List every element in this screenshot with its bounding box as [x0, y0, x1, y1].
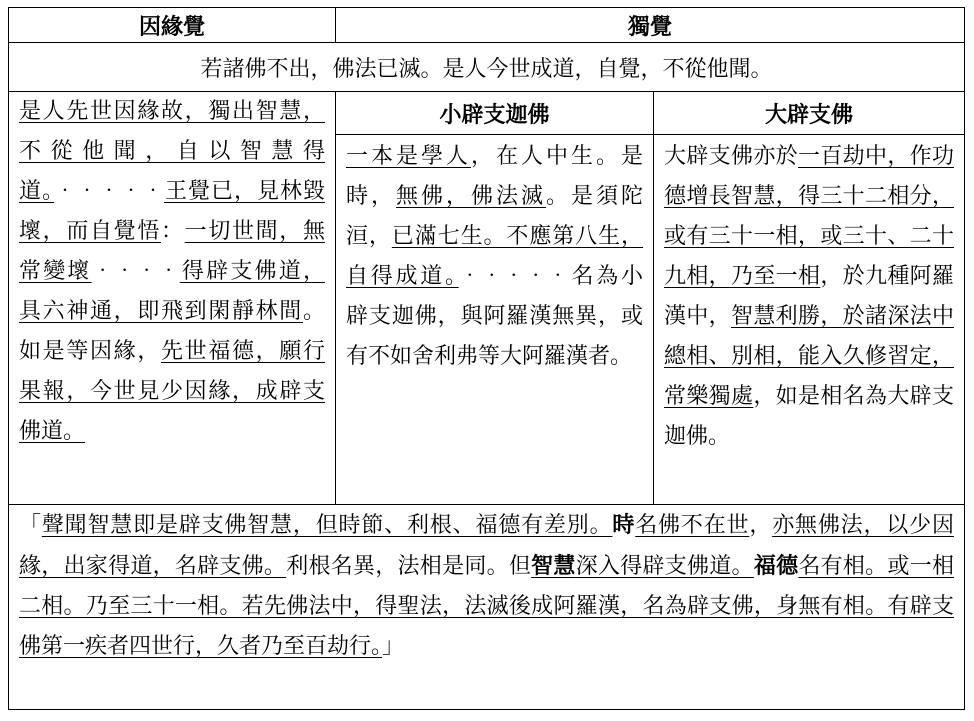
text-run: 。是須陀洹， [346, 184, 643, 250]
summary-row: 若諸佛不出，佛法已滅。是人今世成道，自覺，不從他聞。 [9, 43, 965, 92]
header-dujue: 獨覺 [336, 8, 965, 43]
paragraph-small-pratyekabuddha [346, 137, 643, 377]
text-run: 得辟支佛道，具六神通，即飛到閑靜林間 [19, 259, 325, 324]
paragraph-great-pratyekabuddha [664, 137, 954, 457]
header-yinyuanjue: 因緣覺 [9, 8, 336, 43]
text-run: 。如是等因緣， [19, 299, 325, 364]
text-run: 名佛不在世 [635, 513, 750, 538]
text-run: 智慧利勝，於諸深法中總相、別相，能入久修習定，常樂獨處 [664, 304, 955, 410]
text-run: ‧‧‧‧‧名為小辟支迦佛，與阿羅漢無異，或有不如舍利弗等大阿羅漢者。 [346, 264, 643, 370]
paragraph-quotation [19, 505, 954, 667]
text-run: 名有相。或一相二相。乃至三十一相。若先佛法中，得聖法，法滅後成阿羅漢，名為辟支佛，身無有相。有辟支佛第一疾者四世行，久者乃至百劫行。 [19, 554, 955, 659]
comparison-table [8, 7, 964, 713]
text-run: ，在人中生。是時， [346, 144, 643, 210]
text-run: 大辟支佛亦於 [664, 144, 798, 170]
text-run: 王覺已，見林毀壞，而自覺悟 [19, 179, 325, 244]
text-run: ，於九種阿羅漢中， [664, 264, 954, 330]
text-run: 「 [19, 513, 42, 538]
cell-small-pratyekabuddha-text [336, 135, 654, 505]
subheader-great-pratyekabuddha: 大辟支佛 [654, 92, 965, 135]
text-run: 一切世間，無常變壞 [19, 219, 325, 284]
cell-great-pratyekabuddha-text [654, 135, 965, 505]
text-run: ， [749, 513, 773, 538]
text-run: 」 [382, 634, 405, 659]
text-run: 無佛，佛法滅 [396, 184, 546, 210]
text-run: 是人先世因緣故，獨出智慧，不從他聞，自以智慧得道。 [19, 99, 325, 204]
text-run: 亦無佛法，以少因緣，出家得道，名辟支佛。 [19, 513, 954, 579]
cell-quotation-text [9, 505, 965, 710]
text-run: 已滿七生。不應第八生，自得成道。 [346, 224, 643, 290]
text-run: ‧‧‧‧ [91, 259, 180, 284]
text-run: ，如是相名為大辟支迦佛。 [664, 384, 955, 450]
paragraph-yinyuanjue [19, 92, 325, 452]
text-run: 一本是學人 [346, 144, 471, 170]
text-run: 聲聞智慧即是辟支佛智慧，但時節、利根、福德有差別。 [41, 513, 613, 538]
text-run: 深入得辟支佛道。 [575, 554, 754, 579]
text-run: ： [160, 219, 185, 244]
cell-yinyuanjue-text [9, 92, 336, 505]
subheader-small-pratyekabuddha: 小辟支迦佛 [336, 92, 654, 135]
text-run: 利根名異，法相是同。但 [286, 554, 532, 579]
text-run: 一百劫中，作功德增長智慧，得三十二相分，或有三十一相，或三十、二十九相，乃至一相 [664, 144, 955, 290]
text-run: ‧‧‧‧‧ [54, 179, 165, 204]
text-run: 智慧 [531, 553, 576, 579]
text-run: 福德 [753, 553, 799, 579]
text-run: 先世福德，願行果報，今世見少因緣，成辟支佛道。 [19, 339, 325, 444]
text-run: 時 [612, 512, 636, 538]
